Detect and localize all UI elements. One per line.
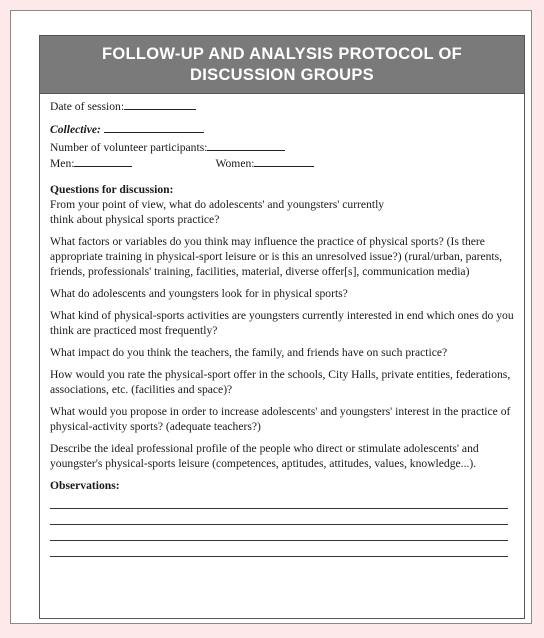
date-field xyxy=(50,98,514,114)
men-blank[interactable] xyxy=(74,155,132,167)
protocol-form xyxy=(39,35,525,619)
questions-title: Questions for discussion: xyxy=(50,183,174,196)
question-4: What kind of physical-sports activities are youngsters currently interested in end which ones do you think are practiced most frequently? xyxy=(50,309,514,337)
gender-fields xyxy=(50,155,514,171)
women-blank[interactable] xyxy=(254,155,314,167)
collective-field xyxy=(50,121,514,137)
question-2: What factors or variables do you think may influence the practice of physical sports? (Is there appropriate training in physical-sport leisure or is this an unresolved issue?) (rural/urban, parents, friends, professionals' training, facilities, material, diverse offer[s], communication media) xyxy=(50,235,503,278)
volunteers-field xyxy=(50,139,514,155)
volunteers-blank[interactable] xyxy=(207,139,285,151)
date-label: Date of session: xyxy=(50,100,125,113)
collective-label: Collective: xyxy=(50,123,101,136)
observation-line[interactable] xyxy=(50,493,508,509)
question-7: What would you propose in order to increase adolescents' and youngsters' interest in the practice of physical-activity sports? (adequate teachers?) xyxy=(50,405,511,433)
observation-line[interactable] xyxy=(50,525,508,541)
observation-line[interactable] xyxy=(50,509,508,525)
men-label: Men: xyxy=(50,157,75,170)
observations-lines[interactable] xyxy=(50,493,514,557)
title-line-2: DISCUSSION GROUPS xyxy=(190,66,374,84)
form-body xyxy=(40,94,524,557)
question-8: Describe the ideal professional profile of the people who direct or stimulate adolescents' and youngster's physical-sports leisure (competences, aptitudes, attitudes, values, knowledge...). xyxy=(50,442,479,470)
question-3: What do adolescents and youngsters look for in physical sports? xyxy=(50,287,348,300)
page-frame xyxy=(10,10,532,624)
women-label: Women: xyxy=(215,157,255,170)
collective-blank[interactable] xyxy=(104,121,204,133)
observations-title: Observations: xyxy=(50,479,120,492)
question-6: How would you rate the physical-sport offer in the schools, City Halls, private entities, federations, associations, etc. (facilities and space)? xyxy=(50,368,511,396)
question-1: From your point of view, what do adolescents' and youngsters' currently think about physical sports practice? xyxy=(50,198,385,226)
date-blank[interactable] xyxy=(124,98,196,110)
volunteers-label: Number of volunteer participants: xyxy=(50,141,208,154)
title-line-1: FOLLOW-UP AND ANALYSIS PROTOCOL OF xyxy=(101,45,463,63)
question-5: What impact do you think the teachers, the family, and friends have on such practice? xyxy=(50,346,448,359)
observation-line[interactable] xyxy=(50,541,508,557)
form-header xyxy=(40,36,524,94)
